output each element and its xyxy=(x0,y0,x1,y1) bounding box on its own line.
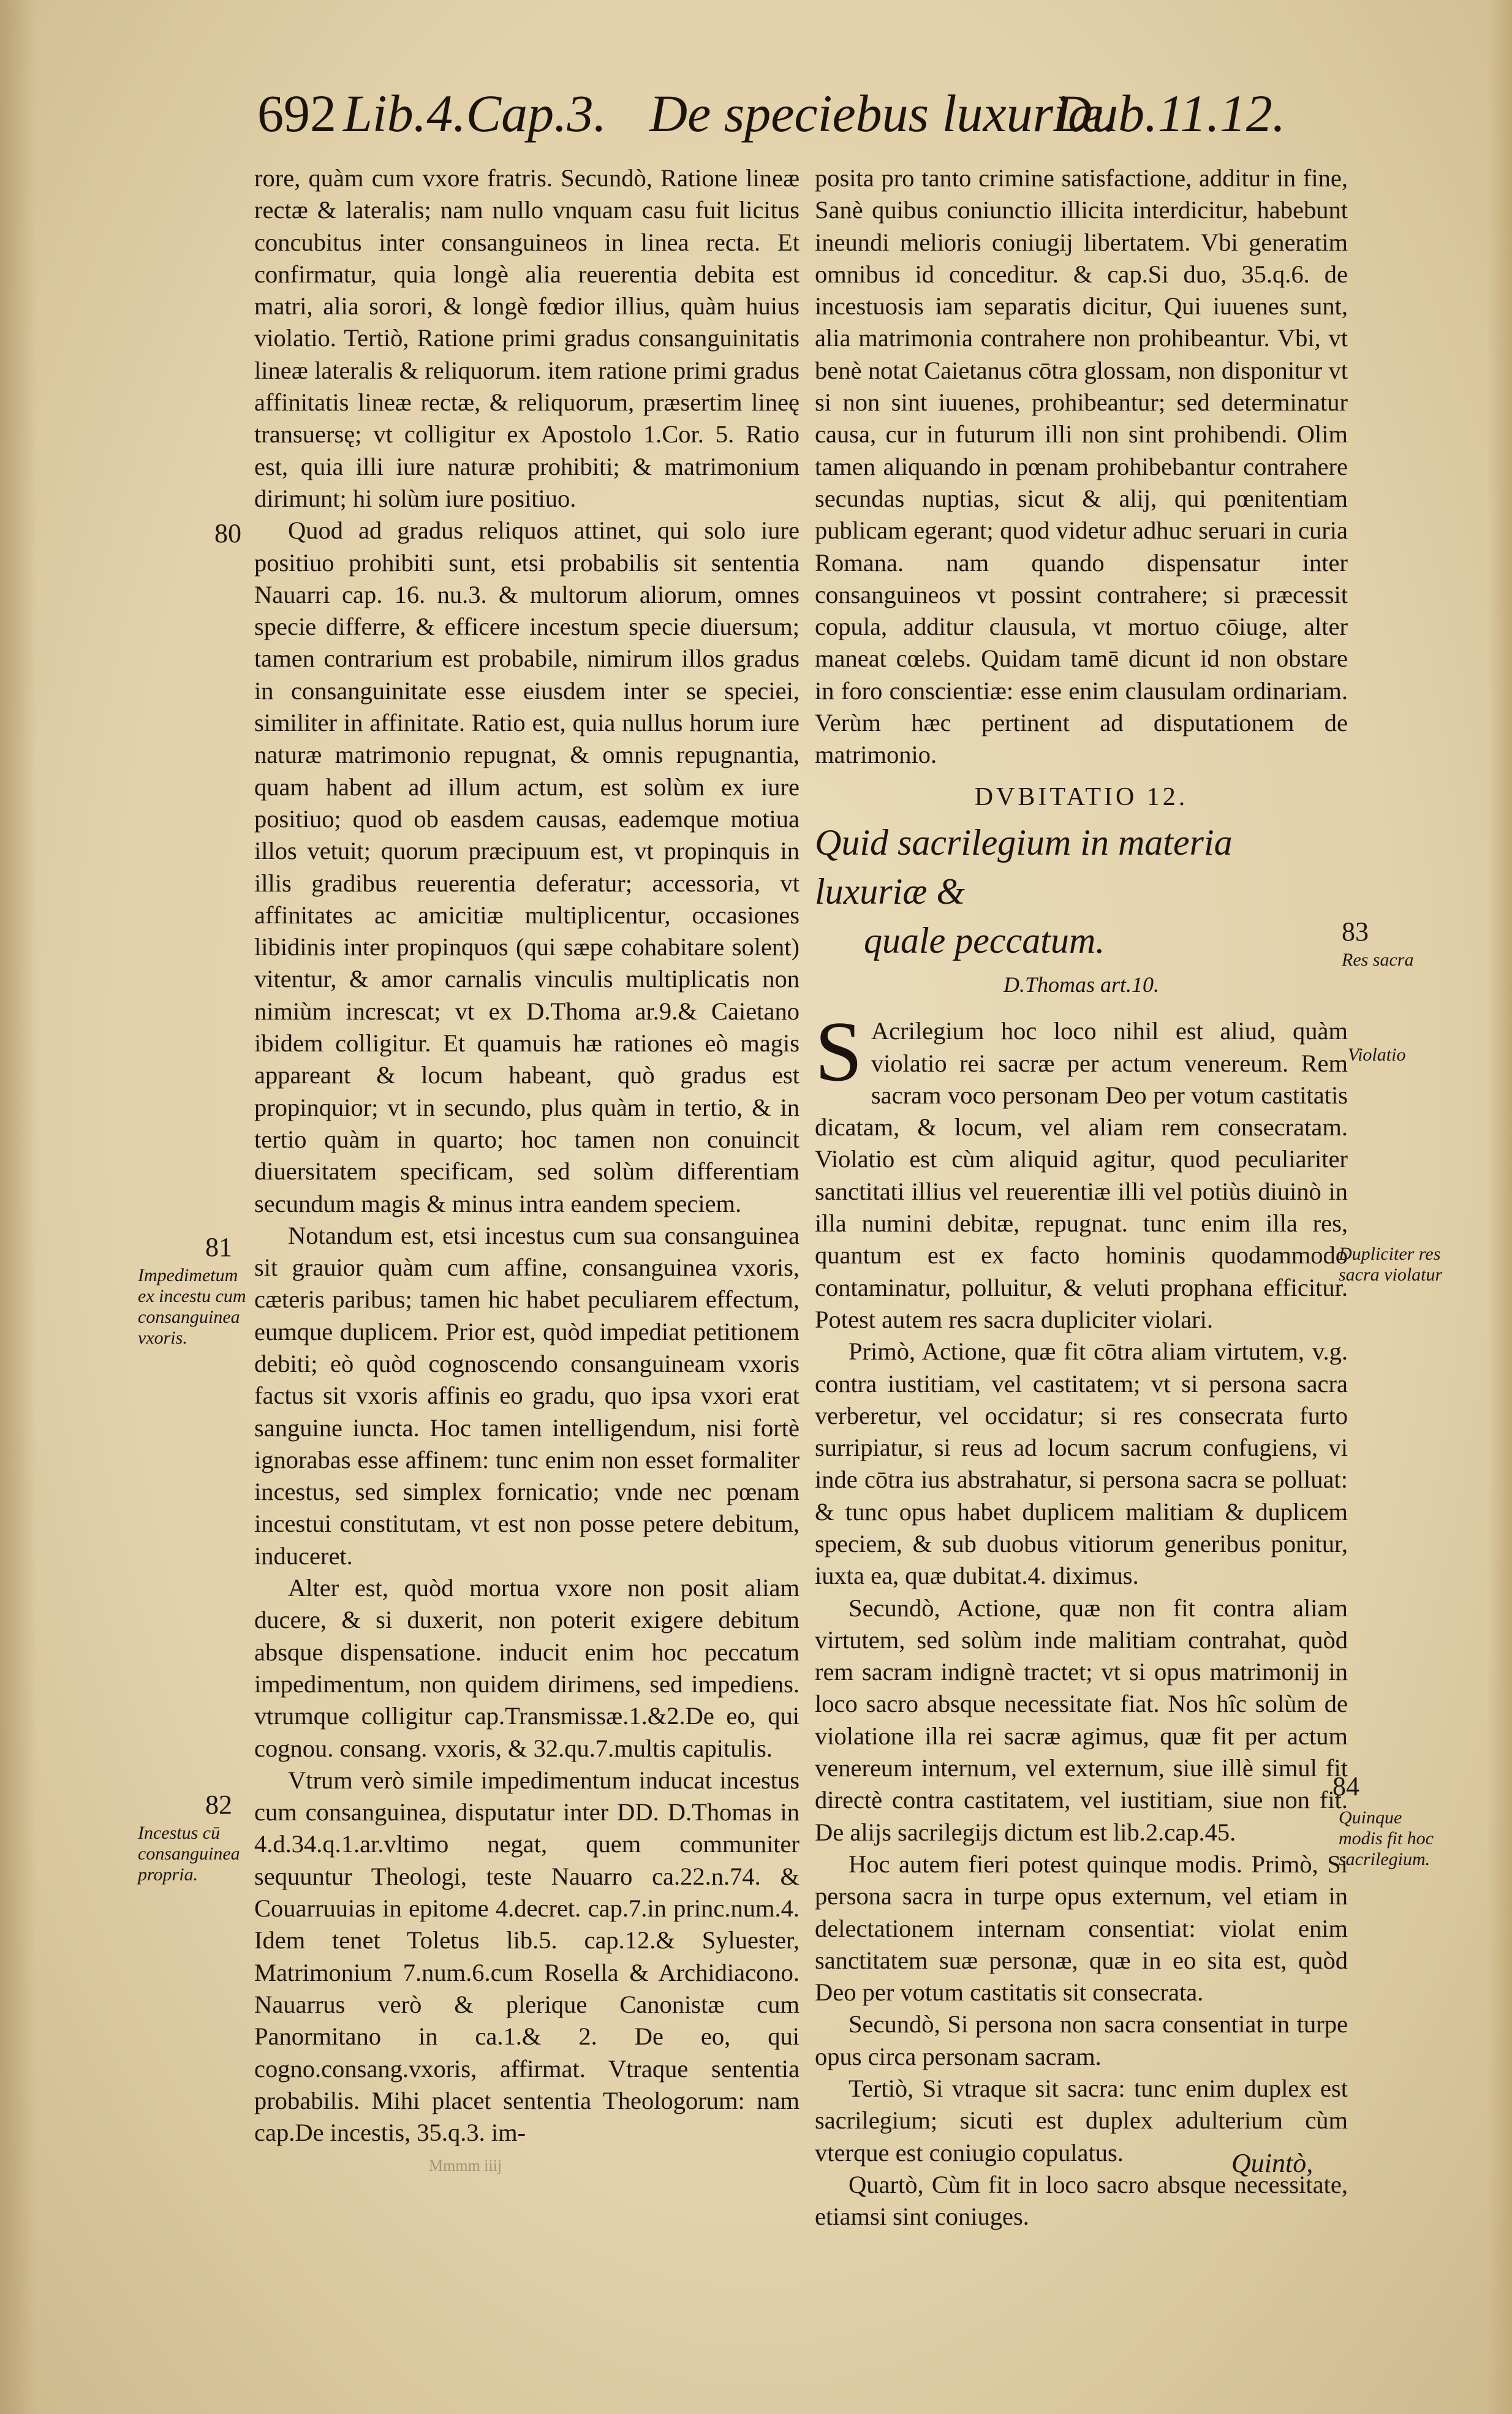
margin-note: Violatio xyxy=(1348,1045,1406,1065)
page-number: 692 xyxy=(257,84,336,143)
reference-line: D.Thomas art.10. xyxy=(1003,972,1160,997)
margin-number: 84 xyxy=(1332,1771,1359,1801)
signature-mark: Mmmm iiij xyxy=(429,2157,502,2174)
right-column xyxy=(815,162,1348,2233)
margin-note: Incestus cū consanguinea propria. xyxy=(138,1823,240,1885)
page-shadow-right xyxy=(1487,0,1512,2414)
paragraph: rore, quàm cum vxore fratris. Secundò, Ratione lineæ rectæ & lateralis; nam nullo vnquam casu fuit licitus concubitus inter consanguineos in linea recta. Et confirmatur, quia longè alia reuerentia debita est matri, alia sorori, & longè fœdior illius, quàm huius violatio. Tertiò, Ratione primi gradus consanguinitatis lineæ lateralis & reliquorum. item ratione primi gradus affinitatis lineæ rectæ, & reliquorum, præsertim lineę transuersę; vt colligitur ex Apostolo 1.Cor. 5. Ratio est, quia illi iure naturæ prohibiti; & matrimonium dirimunt; hi solùm iure positiuo. xyxy=(254,164,799,512)
margin-number: 80 xyxy=(214,518,241,548)
paragraph: Alter est, quòd mortua vxore non posit aliam ducere, & si duxerit, non poterit exigere debitum absque dispensatione. inducit enim hoc peccatum impedimentum, non quidem dirimens, sed impediens. vtrumque colligitur cap.Transmissæ.1.&2.De eo, qui cognou. consang. vxoris, & 32.qu.7.multis capitulis. xyxy=(254,1574,799,1762)
margin-note: Quinque modis fit hoc sacrilegium. xyxy=(1339,1807,1434,1869)
paragraph: Tertiò, Si vtraque sit sacra: tunc enim duplex est sacrilegium; sicuti est duplex adulterium cùm vterque est coniugio copulatus. xyxy=(815,2075,1348,2166)
paragraph: Vtrum verò simile impedimentum inducat incestus cum consanguinea, disputatur inter DD. D.Thomas in 4.d.34.q.1.ar.vltimo negat, quem communiter sequuntur Theologi, teste Nauarro ca.22.n.74. & Couarruuias in epitome 4.decret. cap.7.in princ.num.4. Idem tenet Toletus lib.5. cap.12.& Syluester, Matrimonium 7.num.6.cum Rosella & Archidiacono. Nauarrus verò & plerique Canonistæ cum Panormitano in ca.1.& 2. De eo, qui cogno.consang.vxoris, affirmat. Vtraque sententia probabilis. Mihi placet sententia Theologorum: nam cap.De incestis, 35.q.3. im- xyxy=(254,1766,799,2147)
page-shadow-left xyxy=(0,0,37,2414)
paragraph: Secundò, Actione, quæ non fit contra aliam virtutem, sed solùm inde malitiam contrahat, quòd rem sacram indignè tractet; vt si opus matrimonij in loco sacro absque necessitate fiat. Nos hîc solùm de violatione illa rei sacræ agimus, quæ fit per actum venereum internum, vel externum, siue illè simul fit directè contra castitatem, vel iustitiam, siue non fit. De alijs sacrilegijs dictum est lib.2.cap.45. xyxy=(815,1594,1348,1846)
paragraph: Hoc autem fieri potest quinque modis. Primò, Si persona sacra in turpe opus externum, vel etiam in delectationem internam consentiat: violat enim sanctitatem suæ personæ, quæ in eo sita est, quòd Deo per votum castitatis sit consecrata. xyxy=(815,1850,1348,2007)
dubitatio-heading: DVBITATIO 12. xyxy=(974,782,1189,811)
margin-note: Dupliciter res sacra violatur xyxy=(1339,1244,1443,1285)
paragraph: Secundò, Si persona non sacra consentiat in turpe opus circa personam sacram. xyxy=(815,2010,1348,2070)
paragraph: Notandum est, etsi incestus cum sua consanguinea sit grauior quàm cum affine, consanguinea vxoris, cæteris paribus; tamen hic habet peculiarem effectum, eumque duplicem. Prior est, quòd impediat petitionem debiti; eò quòd cognoscendo consanguineam vxoris factus sit vxoris affinis eo gradu, quo ipsa vxori erat sanguine iuncta. Hoc tamen intelligendum, nisi fortè ignorabas esse affinem: tunc enim non esset formaliter incestus, sed simplex fornicatio; vnde nec pœnam incestui constitutam, vt est non posse petere debitum, induceret. xyxy=(254,1221,799,1570)
paragraph: posita pro tanto crimine satisfactione, additur in fine, Sanè quibus coniunctio illicita interdicitur, habebunt ineundi melioris coniugij libertatem. Vbi generatim omnibus id conceditur. & cap.Si duo, 35.q.6. de incestuosis iam separatis dicitur, Qui iuuenes sunt, alia matrimonia contrahere non prohibeantur. Vbi, vt benè notat Caietanus cōtra glossam, non disponitur vt si non sint iuuenes, prohibeantur; sed determinatur causa, cur in futurum illi non sint prohibendi. Olim tamen aliquando in pœnam prohibebantur contrahere secundas nuptias, sicut & alij, qui pœnitentiam publicam egerant; quod videtur adhuc seruari in curia Romana. nam quando dispensatur inter consanguineos vt possint contrahere; si præcessit copula, additur clausula, vt mortuo cōiuge, alter maneat cœlebs. Quidam tamē dicunt id non obstare in foro conscientiæ: esse enim clausulam ordinariam. Verùm hæc pertinent ad disputationem de matrimonio. xyxy=(815,164,1348,769)
margin-number: 81 xyxy=(205,1232,232,1262)
catchword: Quintò, xyxy=(1231,2148,1314,2178)
drop-cap: S xyxy=(815,1004,863,1100)
paragraph-text: Acrilegium hoc loco nihil est aliud, quàm violatio rei sacræ per actum venereum. Rem sacram voco personam Deo per votum castitatis dicatam, & locum, vel aliam rem consecratam. Violatio est cùm aliquid agitur, quod peculiariter sanctitati illius vel reuerentiæ illi vel potiùs diuinò in illa numini debitæ, repugnat. tunc enim illa res, quantum est ex facto hominis quodammodo contaminatur, polluitur, & veluti prophana efficitur. Potest autem res sacra dupliciter violari. xyxy=(815,1017,1348,1333)
paragraph xyxy=(815,1004,1348,1336)
left-column xyxy=(254,162,799,2149)
paragraph: Primò, Actione, quæ fit cōtra aliam virtutem, v.g. contra iustitiam, vel castitatem; vt si persona sacra verberetur, vel occidatur; si res consecrata furto surripiatur, si reus ad locum sacrum confugiens, vi inde cōtra ius abstrahatur, si persona sacra se polluat: & tunc opus habet duplicem malitiam & duplicem speciem, & sub duobus vitiorum generibus ponitur, iuxta ea, quæ dubitat.4. diximus. xyxy=(815,1338,1348,1590)
margin-number: 83 xyxy=(1342,917,1369,947)
paragraph: Quartò, Cùm fit in loco sacro absque necessitate, etiamsi sint coniuges. xyxy=(815,2170,1348,2231)
dubitatio-title-line1: Quid sacrilegium in materia luxuriæ & xyxy=(815,822,1233,912)
dubitatio-title-line2: quale peccatum. xyxy=(864,920,1105,961)
running-header xyxy=(257,80,1409,165)
section-title: De speciebus luxuriæ. xyxy=(649,84,1116,143)
margin-note: Res sacra xyxy=(1342,950,1414,970)
dubitatio-range: Dub.11.12. xyxy=(1054,84,1286,143)
book-chapter: Lib.4.Cap.3. xyxy=(343,84,607,143)
margin-number: 82 xyxy=(205,1790,232,1820)
paragraph: Quod ad gradus reliquos attinet, qui solo iure positiuo prohibiti sunt, etsi probabilis sit sententia Nauarri cap. 16. nu.3. & multorum aliorum, omnes specie differre, & efficere incestum specie diuersum; tamen contrarium est probabile, nimirum illos gradus in consanguinitate esse eiusdem inter se speciei, similiter in affinitate. Ratio est, quia nullus horum iure naturæ matrimonio repugnat, & omnis repugnantia, quam habent ad illum actum, est solùm ex iure positiuo; quod ob easdem causas, eademque motiua illos vetuit; quorum præcipuum est, vt propinquis in illis gradibus reuerentia deferatur; accessoria, vt affinitates ac amicitiæ multiplicentur, occasiones libidinis inter propinquos (qui sæpe cohabitare solent) vitentur, & amor carnalis vinculis multiplicatis non nimiùm increscat; vt ex D.Thoma ar.9.& Caietano ibidem colligitur. Et quamuis hæ rationes eò magis appareant & locum habeant, quò gradus est propinquior; vt in secundo, plus quàm in tertio, & in tertio quàm in quarto; hoc tamen non conuincit diuersitatem specificam, sed solùm differentiam secundum magis & minus intra eandem speciem. xyxy=(254,516,799,1217)
margin-note: Impedimetum ex incestu cum consanguinea vxoris. xyxy=(138,1265,246,1348)
